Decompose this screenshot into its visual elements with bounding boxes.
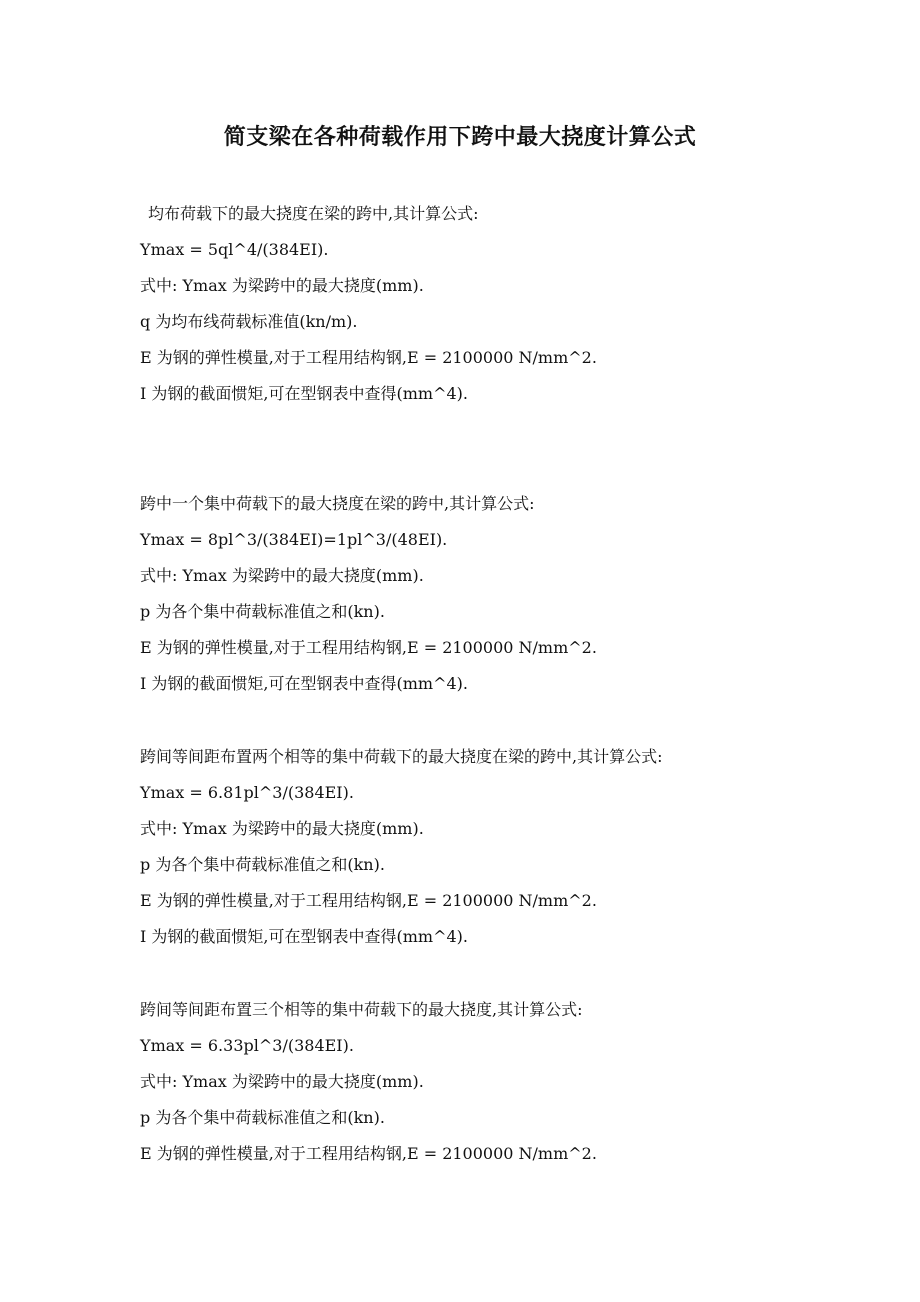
page-title: 简支梁在各种荷载作用下跨中最大挠度计算公式	[223, 125, 697, 150]
section-three-point-loads	[140, 992, 860, 1172]
definition-p: p 为各个集中荷载标准值之和(kn).	[140, 602, 385, 621]
definition-i: I 为钢的截面惯矩,可在型钢表中查得(mm^4).	[140, 927, 468, 946]
section-heading: 均布荷载下的最大挠度在梁的跨中,其计算公式:	[148, 204, 479, 223]
definition-e: E 为钢的弹性模量,对于工程用结构钢,E = 2100000 N/mm^2.	[140, 1144, 597, 1163]
formula: Ymax = 8pl^3/(384EI)=1pl^3/(48EI).	[140, 530, 448, 549]
definition-ymax: 式中: Ymax 为梁跨中的最大挠度(mm).	[140, 1072, 424, 1091]
section-heading: 跨间等间距布置三个相等的集中荷载下的最大挠度,其计算公式:	[140, 1000, 583, 1019]
formula: Ymax = 6.33pl^3/(384EI).	[140, 1036, 354, 1055]
section-uniform-load	[140, 196, 860, 412]
definition-i: I 为钢的截面惯矩,可在型钢表中查得(mm^4).	[140, 384, 468, 403]
definition-p: p 为各个集中荷载标准值之和(kn).	[140, 1108, 385, 1127]
definition-p: p 为各个集中荷载标准值之和(kn).	[140, 855, 385, 874]
section-heading: 跨间等间距布置两个相等的集中荷载下的最大挠度在梁的跨中,其计算公式:	[140, 747, 663, 766]
definition-e: E 为钢的弹性模量,对于工程用结构钢,E = 2100000 N/mm^2.	[140, 638, 597, 657]
section-two-point-loads	[140, 739, 860, 955]
definition-q: q 为均布线荷载标准值(kn/m).	[140, 312, 358, 331]
definition-ymax: 式中: Ymax 为梁跨中的最大挠度(mm).	[140, 566, 424, 585]
definition-e: E 为钢的弹性模量,对于工程用结构钢,E = 2100000 N/mm^2.	[140, 348, 597, 367]
definition-i: I 为钢的截面惯矩,可在型钢表中查得(mm^4).	[140, 674, 468, 693]
formula: Ymax = 6.81pl^3/(384EI).	[140, 783, 354, 802]
section-single-point-load	[140, 486, 860, 702]
definition-ymax: 式中: Ymax 为梁跨中的最大挠度(mm).	[140, 276, 424, 295]
definition-ymax: 式中: Ymax 为梁跨中的最大挠度(mm).	[140, 819, 424, 838]
definition-e: E 为钢的弹性模量,对于工程用结构钢,E = 2100000 N/mm^2.	[140, 891, 597, 910]
section-heading: 跨中一个集中荷载下的最大挠度在梁的跨中,其计算公式:	[140, 494, 535, 513]
formula: Ymax = 5ql^4/(384EI).	[140, 240, 329, 259]
